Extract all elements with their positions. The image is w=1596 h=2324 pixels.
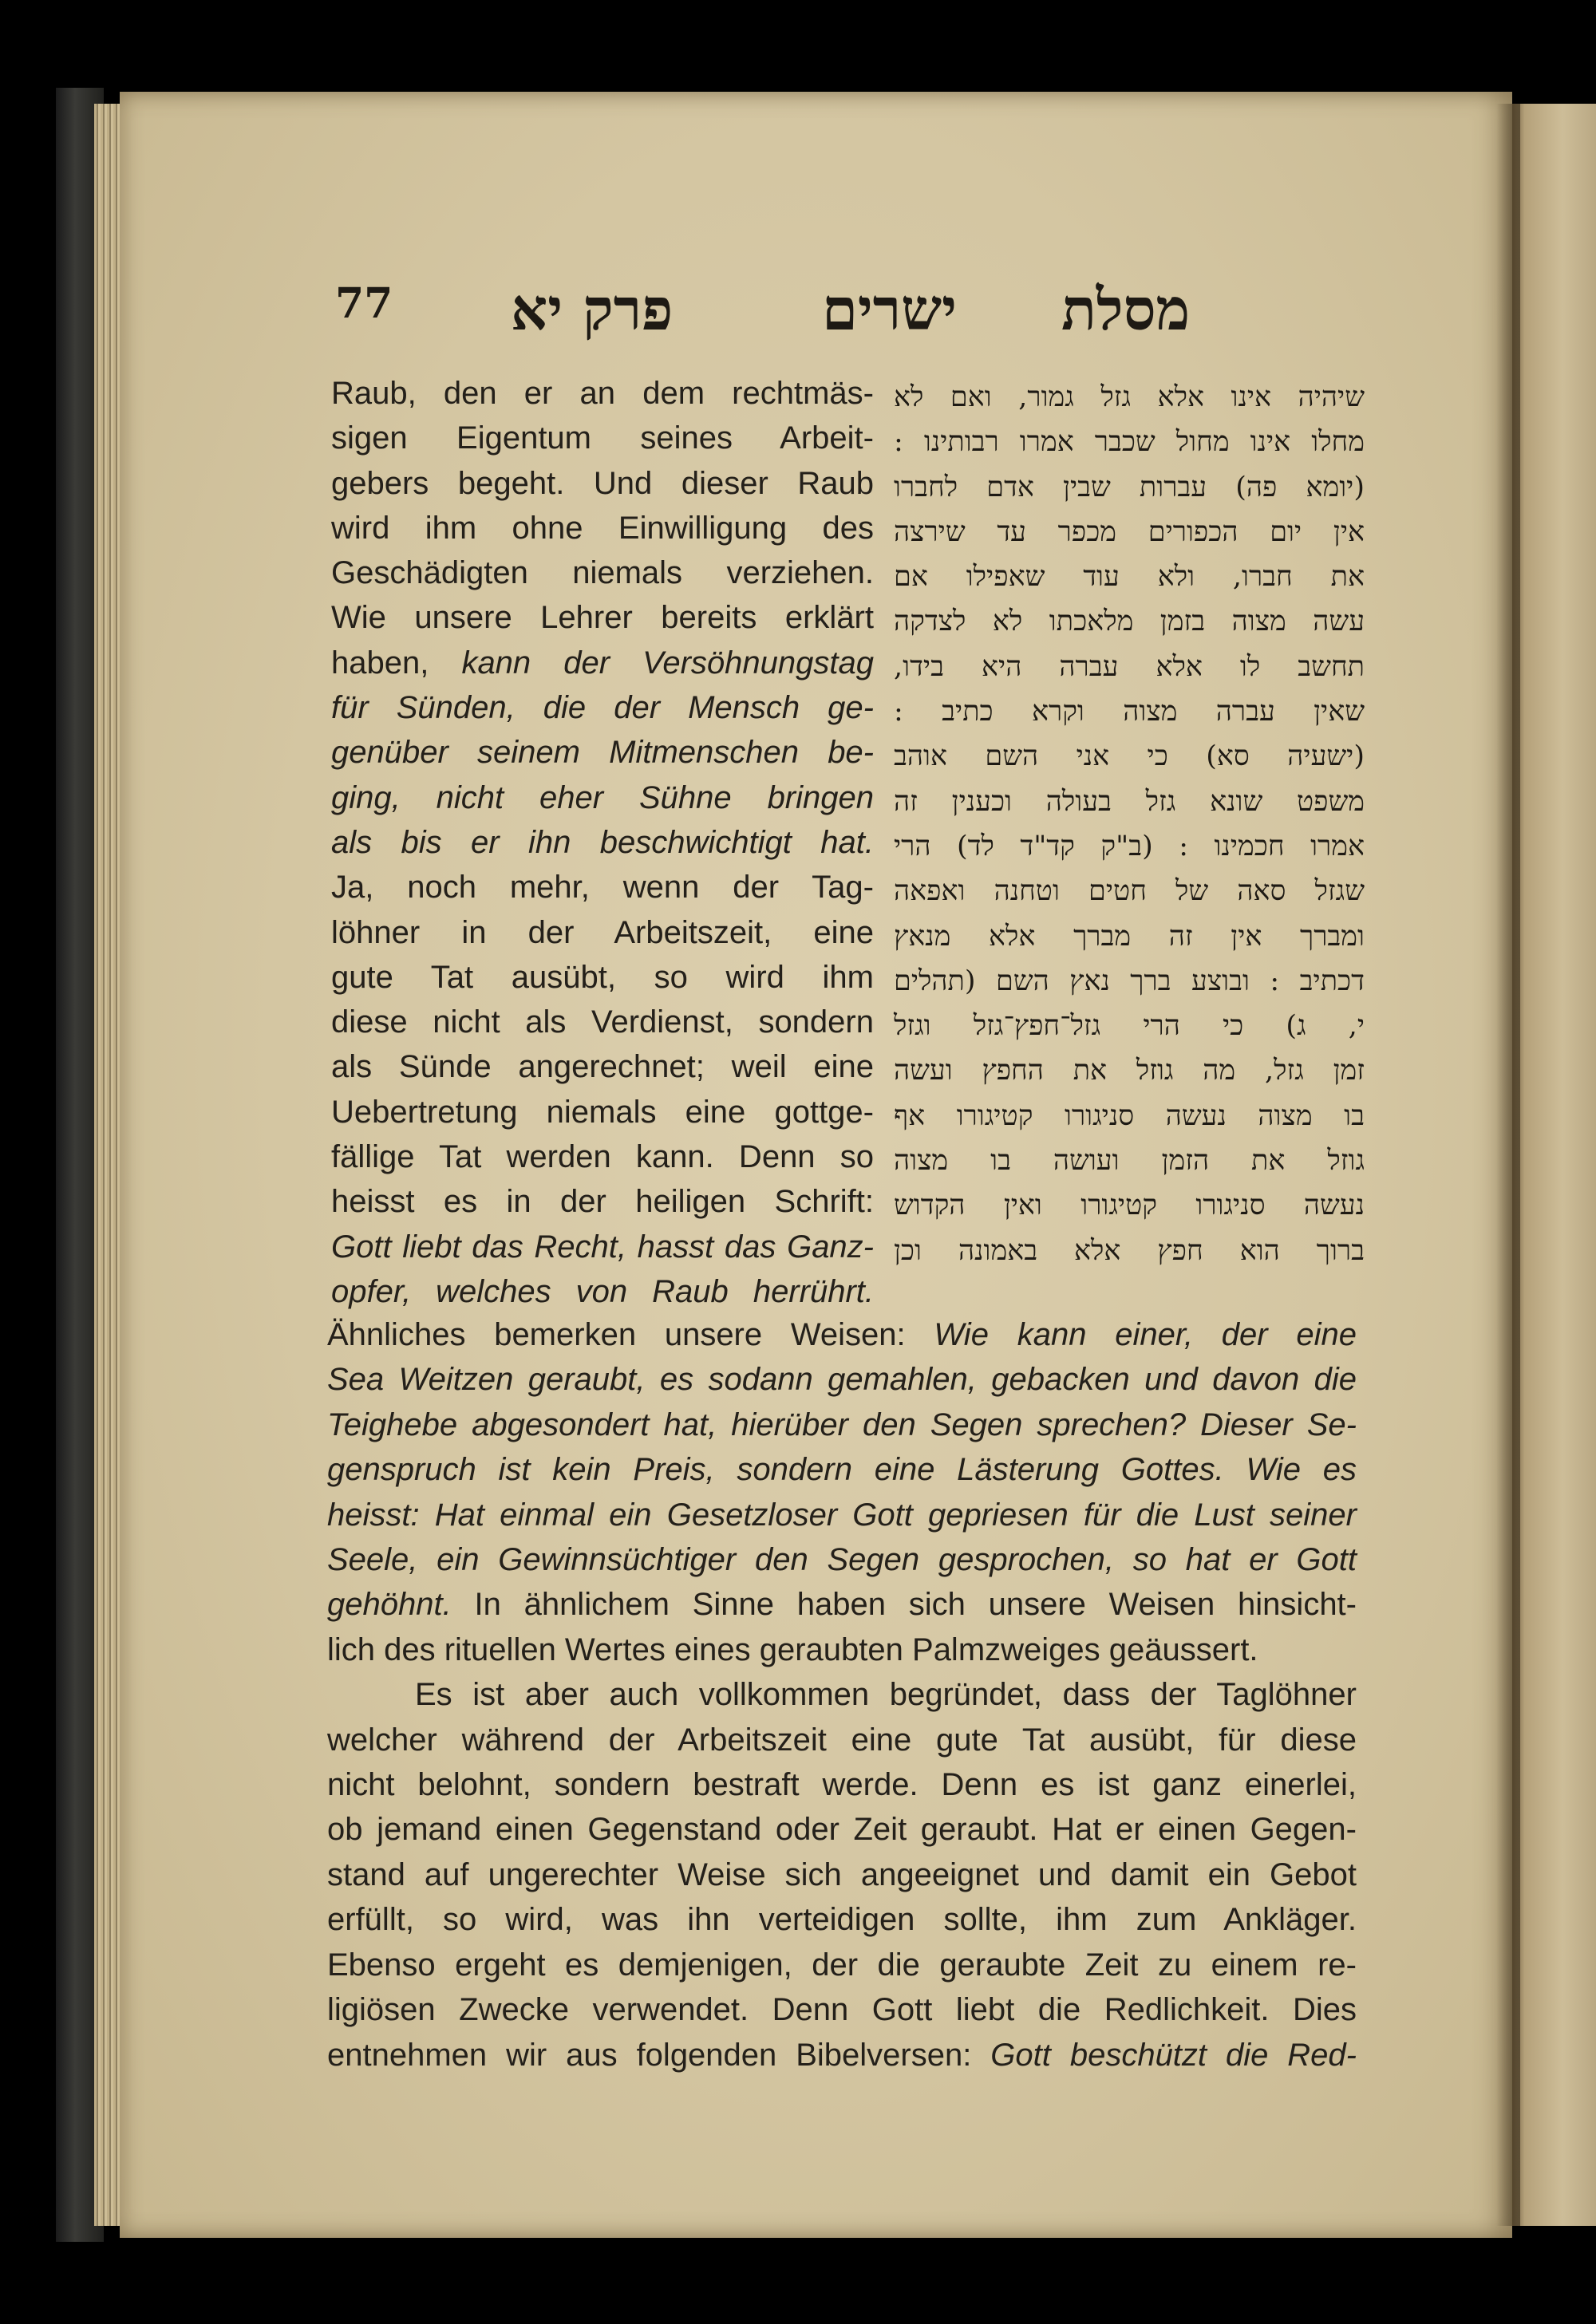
german-line <box>331 371 874 416</box>
body-line <box>327 1628 1357 1672</box>
text-run: Seele, ein Gewinnsüchtiger den Segen gesprochen, so hat er Gott <box>327 1542 1357 1578</box>
hebrew-line: את חברו, ולא עוד שאפילו אם <box>894 561 1365 594</box>
german-line <box>331 1225 874 1269</box>
body-line <box>327 1807 1357 1852</box>
hebrew-line: שגזל סאה של חטים וטחנה ואפאה <box>894 875 1365 908</box>
hebrew-column <box>894 375 1365 1273</box>
text-run: heisst: Hat einmal ein Gesetzloser Gott gepriesen für die Lust seiner <box>327 1497 1357 1533</box>
hebrew-line: ומברך אין זה מברך אלא מנאץ <box>894 920 1365 953</box>
german-line <box>331 506 874 550</box>
german-line <box>331 1179 874 1224</box>
running-head-word: ישרים <box>822 275 958 343</box>
text-run: In ähnlichem Sinne haben sich unsere Weisen hinsicht- <box>451 1587 1357 1623</box>
german-line <box>331 955 874 1000</box>
body-line <box>327 1672 1357 1717</box>
text-run: ging, nicht eher Sühne bringen <box>331 779 874 815</box>
body-line <box>327 1762 1357 1807</box>
text-run: entnehmen wir aus folgenden Bibelversen: <box>327 2037 991 2073</box>
text-run: als bis er ihn beschwichtigt hat. <box>331 824 874 860</box>
hebrew-line: בו מצוה נעשה סניגורו קטיגורו אף <box>894 1099 1365 1132</box>
text-run: gebers begeht. Und dieser Raub <box>331 465 874 501</box>
body-line <box>327 1537 1357 1582</box>
body-line <box>327 1943 1357 1987</box>
text-run: ligiösen Zwecke verwendet. Denn Gott liebt die Redlichkeit. Dies <box>327 1992 1357 2028</box>
text-run: Wie unsere Lehrer bereits erklärt <box>331 600 874 636</box>
hebrew-line: תחשב לו אלא עברה היא בידו, <box>894 650 1365 683</box>
german-line <box>331 550 874 595</box>
german-column <box>331 371 874 1314</box>
body-line <box>327 1493 1357 1537</box>
text-run: kann der Versöhnungstag <box>461 645 874 681</box>
text-run: Ähnliches bemerken unsere Weisen: <box>327 1317 934 1352</box>
text-run: Teighebe abgesondert hat, hierüber den Segen sprechen? Dieser Se- <box>327 1407 1357 1442</box>
hebrew-line: נעשה סניגורו קטיגורו ואין הקדוש <box>894 1190 1365 1222</box>
text-run: haben, <box>331 645 462 681</box>
text-run: sigen Eigentum seines Arbeit- <box>331 420 874 456</box>
body-line <box>327 1897 1357 1942</box>
full-width-text <box>327 1312 1357 2077</box>
text-run: Wie kann einer, der eine <box>934 1317 1357 1352</box>
gutter-shadow <box>1496 104 1520 2226</box>
text-run: Sea Weitzen geraubt, es sodann gemahlen, gebacken und davon die <box>327 1362 1357 1398</box>
german-line <box>331 416 874 460</box>
hebrew-line: י, ג) כי הרי גזל־חפץ־גזל וגזל <box>894 1010 1365 1043</box>
text-run: Gott beschützt die Red- <box>990 2037 1357 2073</box>
text-run: erfüllt, so wird, was ihn verteidigen sollte, ihm zum Ankläger. <box>327 1902 1357 1938</box>
german-line <box>331 641 874 685</box>
german-line <box>331 865 874 909</box>
german-line <box>331 1000 874 1044</box>
text-run: Raub, den er an dem rechtmäs- <box>331 376 874 411</box>
next-page-edge <box>1512 104 1596 2226</box>
text-run: löhner in der Arbeitszeit, eine <box>331 914 874 950</box>
german-line <box>331 685 874 730</box>
hebrew-line: שיהיה אינו אלא גזל גמור, ואם לא <box>894 381 1365 413</box>
body-line <box>327 1987 1357 2032</box>
german-line <box>331 1269 874 1314</box>
text-run: nicht belohnt, sondern bestraft werde. Denn es ist ganz einerlei, <box>327 1767 1357 1803</box>
text-run: welcher während der Arbeitszeit eine gute Tat ausübt, für diese <box>327 1722 1357 1758</box>
german-line <box>331 595 874 640</box>
hebrew-line: שאין עברה מצוה וקרא כתיב : <box>894 696 1365 728</box>
text-run: genüber seinem Mitmenschen be- <box>331 735 874 771</box>
text-run: Geschädigten niemals verziehen. <box>331 555 874 591</box>
text-run: heisst es in der heiligen Schrift: <box>331 1184 874 1220</box>
text-run: Uebertretung niemals eine gottge- <box>331 1094 874 1130</box>
hebrew-line: ברוך הוא חפץ אלא באמונה וכן <box>894 1234 1365 1267</box>
hebrew-line: גוזל את הזמן ועושה בו מצוה <box>894 1145 1365 1178</box>
text-run: Gott liebt das Recht, hasst das Ganz- <box>331 1229 874 1265</box>
body-line <box>327 1357 1357 1402</box>
text-run: Es ist aber auch vollkommen begründet, dass der Taglöhner <box>415 1677 1357 1713</box>
text-run: ob jemand einen Gegenstand oder Zeit geraubt. Hat er einen Gegen- <box>327 1812 1357 1848</box>
german-line <box>331 775 874 820</box>
body-line <box>327 1852 1357 1897</box>
body-line <box>327 2033 1357 2077</box>
german-line <box>331 1134 874 1179</box>
german-line <box>331 820 874 865</box>
body-line <box>327 1718 1357 1762</box>
text-run: genspruch ist kein Preis, sondern eine Lästerung Gottes. Wie es <box>327 1452 1357 1488</box>
page-number: 77 <box>335 279 393 328</box>
text-run: gute Tat ausübt, so wird ihm <box>331 959 874 995</box>
hebrew-line: (ישעיה סא) כי אני השם אוהב <box>894 740 1365 773</box>
text-run: Ja, noch mehr, wenn der Tag- <box>331 870 874 906</box>
text-run: fällige Tat werden kann. Denn so <box>331 1139 874 1175</box>
hebrew-line: דכתיב : ובוצע ברך נאץ השם (תהלים <box>894 965 1365 997</box>
hebrew-line: אין יום הכפורים מכפר עד שירצה <box>894 515 1365 548</box>
german-line <box>331 1090 874 1134</box>
text-run: Ebenso ergeht es demjenigen, der die geraubte Zeit zu einem re- <box>327 1947 1357 1983</box>
body-line <box>327 1403 1357 1447</box>
text-run: opfer, welches von Raub herrührt. <box>331 1273 874 1309</box>
body-line <box>327 1447 1357 1492</box>
text-run: diese nicht als Verdienst, sondern <box>331 1004 874 1040</box>
hebrew-line: עשה מצוה בזמן מלאכתו לא לצדקה <box>894 606 1365 638</box>
german-line <box>331 910 874 955</box>
german-line <box>331 730 874 775</box>
body-line <box>327 1312 1357 1357</box>
hebrew-line: אמרו חכמינו : (ב"ק קד"ד לד) הרי <box>894 830 1365 862</box>
hebrew-line: (יומא פה) עברות שבין אדם לחברו <box>894 471 1365 503</box>
body-line <box>327 1582 1357 1627</box>
text-run: stand auf ungerechter Weise sich angeeignet und damit ein Gebot <box>327 1856 1357 1892</box>
text-run: gehöhnt. <box>327 1587 452 1623</box>
hebrew-line: זמן גזל, מה גוזל את החפץ ועשה <box>894 1055 1365 1087</box>
running-head-word: מסלת <box>1061 275 1191 343</box>
text-run: lich des rituellen Wertes eines geraubten Palmzweiges geäussert. <box>327 1632 1258 1667</box>
running-head-word: פרק יא <box>511 275 674 343</box>
hebrew-line: מחלו אינו מחול שכבר אמרו רבותינו : <box>894 426 1365 459</box>
german-line <box>331 1044 874 1089</box>
hebrew-line: משפט שונא גזל בעולה וכענין זה <box>894 785 1365 818</box>
text-run: für Sünden, die der Mensch ge- <box>331 690 874 726</box>
german-line <box>331 461 874 506</box>
text-run: als Sünde angerechnet; weil eine <box>331 1049 874 1085</box>
text-run: wird ihm ohne Einwilligung des <box>331 510 874 546</box>
